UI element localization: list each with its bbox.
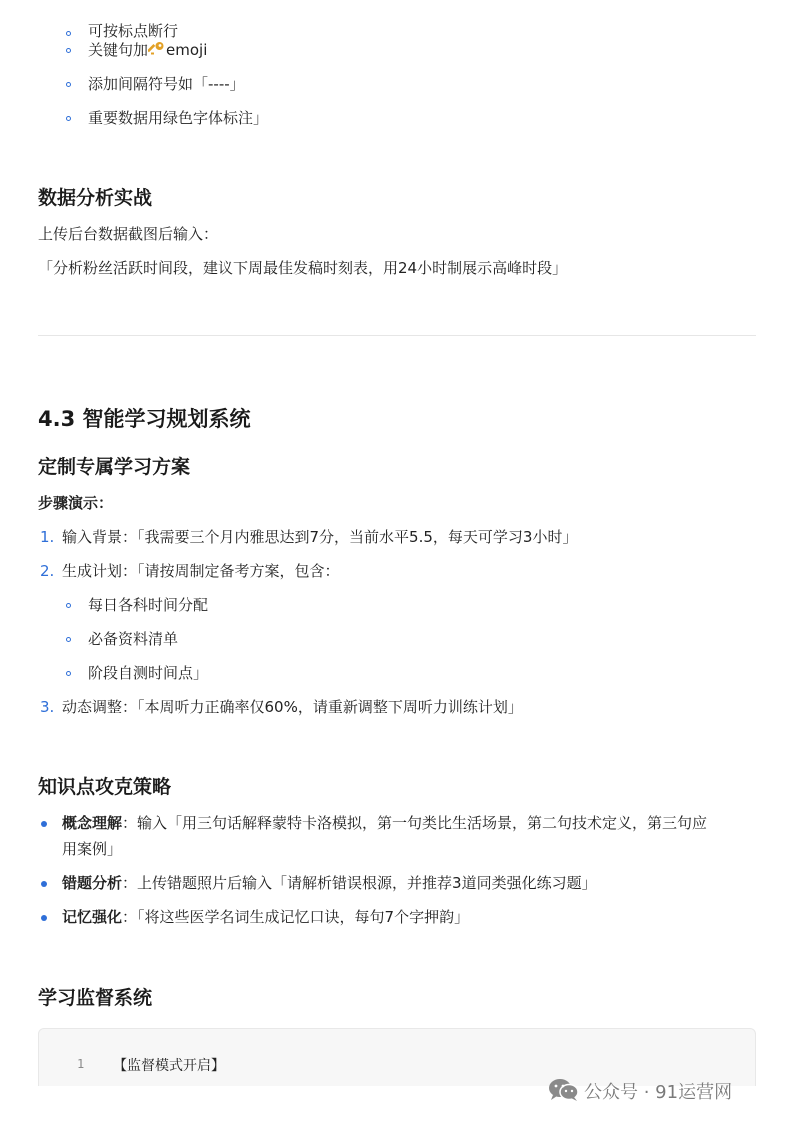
- list-item: 添加间隔符号如「----」: [88, 75, 245, 93]
- watermark-text: 公众号 · 91运营网: [584, 1082, 733, 1103]
- list-item: [88, 40, 207, 63]
- section-title: 4.3 智能学习规划系统: [38, 407, 251, 431]
- list-item: [62, 873, 597, 893]
- paragraph: 上传后台数据截图后输入：: [38, 225, 219, 243]
- list-item-continuation: 用案例」: [62, 840, 123, 858]
- prompt-text: 「分析粉丝活跃时间段，建议下周最佳发稿时刻表，用24小时制展示高峰时段」: [38, 259, 568, 277]
- list-item-partial: 可按标点断行: [88, 22, 179, 40]
- section-heading: 学习监督系统: [38, 987, 153, 1009]
- list-item-text: 关键句加: [88, 41, 149, 59]
- step-number: 3.: [40, 698, 55, 716]
- item-colon: ：: [122, 814, 138, 832]
- list-item: [62, 907, 469, 927]
- item-text: 上传错题照片后输入「请解析错误根源，并推荐3道同类强化练习题」: [137, 874, 597, 892]
- sub-step: 每日各科时间分配: [88, 596, 209, 614]
- item-label: 错题分析: [62, 874, 123, 892]
- item-text: 「将这些医学名词生成记忆口诀，每句7个字押韵」: [137, 908, 470, 926]
- step-text: 动态调整：「本周听力正确率仅60%，请重新调整下周听力训练计划」: [62, 698, 523, 716]
- item-colon: ：: [122, 874, 138, 892]
- item-label: 记忆强化: [62, 908, 123, 926]
- section-heading: 知识点攻克策略: [38, 776, 172, 798]
- list-bullet: [66, 82, 71, 87]
- wechat-icon: [548, 1077, 580, 1107]
- sub-step: 必备资料清单: [88, 630, 179, 648]
- item-label: 概念理解: [62, 814, 123, 832]
- divider: [38, 335, 756, 336]
- item-text: 输入「用三句话解释蒙特卡洛模拟，第一句类比生活场景，第二句技术定义，第三句应: [137, 814, 708, 832]
- list-bullet: [66, 603, 71, 608]
- list-item: 重要数据用绿色字体标注」: [88, 109, 269, 127]
- sub-step: 阶段自测时间点」: [88, 664, 209, 682]
- list-bullet: [41, 881, 47, 887]
- list-bullet: [66, 48, 71, 53]
- line-number: 1: [77, 1057, 85, 1071]
- steps-label: 步骤演示：: [38, 494, 114, 512]
- list-bullet: [41, 915, 47, 921]
- list-bullet: [66, 637, 71, 642]
- list-bullet: [41, 821, 47, 827]
- section-heading: 定制专属学习方案: [38, 456, 191, 478]
- step-number: 2.: [40, 562, 55, 580]
- list-bullet: [66, 31, 71, 36]
- list-bullet: [66, 671, 71, 676]
- step-text: 输入背景：「我需要三个月内雅思达到7分，当前水平5.5，每天可学习3小时」: [62, 528, 578, 546]
- step-number: 1.: [40, 528, 55, 546]
- list-item-text: emoji: [166, 41, 208, 59]
- code-line: 【监督模式开启】: [113, 1058, 225, 1074]
- list-bullet: [66, 116, 71, 121]
- step-text: 生成计划：「请按周制定备考方案，包含：: [62, 562, 340, 580]
- section-heading: 数据分析实战: [38, 187, 153, 209]
- key-icon: [148, 40, 166, 63]
- item-colon: ：: [122, 908, 138, 926]
- list-item: [62, 813, 707, 833]
